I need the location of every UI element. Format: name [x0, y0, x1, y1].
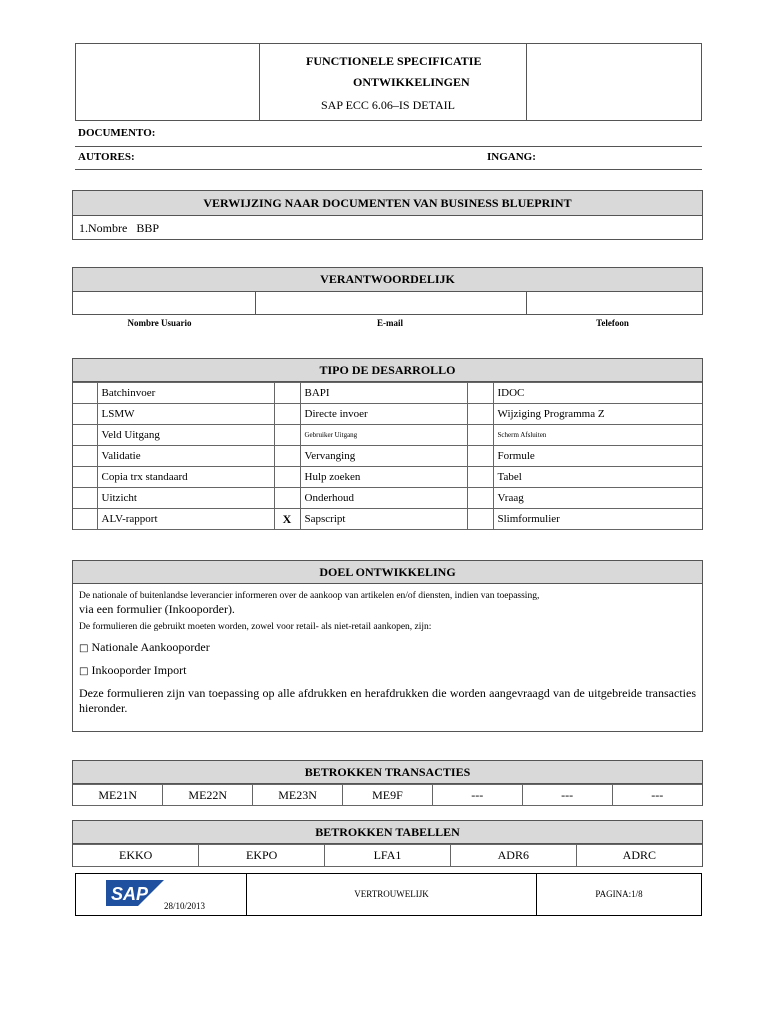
option-label: BAPI: [300, 383, 467, 404]
checkbox-cell[interactable]: [73, 383, 97, 404]
option-label: Slimformulier: [493, 509, 702, 530]
checkbox-cell[interactable]: [467, 509, 493, 530]
checkbox-cell[interactable]: [73, 404, 97, 425]
table-name: ADRC: [576, 845, 702, 867]
checkbox-cell[interactable]: [73, 467, 97, 488]
footer-confidential: VERTROUWELIJK: [354, 889, 429, 899]
checkbox-cell-checked[interactable]: X: [274, 509, 300, 530]
transaction-code: ---: [612, 785, 702, 806]
sap-logo: [106, 880, 164, 906]
col-nombre-usuario: Nombre Usuario: [127, 318, 192, 328]
checkbox-cell[interactable]: [274, 404, 300, 425]
verantwoordelijk-divider: [255, 292, 256, 314]
table-row: [73, 383, 702, 404]
option-label: ALV-rapport: [97, 509, 274, 530]
option-label: Uitzicht: [97, 488, 274, 509]
doel-paragraph-1b: via een formulier (Inkooporder).: [79, 602, 235, 616]
checkbox-cell[interactable]: [467, 488, 493, 509]
doel-paragraph-1: De nationale of buitenlandse leverancier informeren over de aankoop van artikelen en/of diensten, indien van toepassing,: [79, 591, 540, 601]
transaction-code: ME21N: [73, 785, 163, 806]
checkbox-cell[interactable]: [274, 383, 300, 404]
checkbox-cell[interactable]: [73, 488, 97, 509]
verantwoordelijk-title: VERANTWOORDELIJK: [73, 268, 702, 292]
header-title-3: SAP ECC 6.06–IS DETAIL: [321, 98, 455, 112]
option-label: Directe invoer: [300, 404, 467, 425]
table-row: [73, 425, 702, 446]
page-footer: [75, 873, 702, 916]
option-label: Hulp zoeken: [300, 467, 467, 488]
transacties-title: BETROKKEN TRANSACTIES: [73, 761, 702, 784]
checkbox-cell[interactable]: [274, 488, 300, 509]
option-label: Vraag: [493, 488, 702, 509]
header-left-cell: [76, 44, 260, 120]
header-title-1: FUNCTIONELE SPECIFICATIE: [306, 54, 482, 68]
verantwoordelijk-section: [72, 267, 703, 315]
table-name: EKPO: [199, 845, 325, 867]
bullet-text: Nationale Aankooporder: [91, 640, 210, 654]
checkbox-cell[interactable]: [73, 446, 97, 467]
transaction-code: ME9F: [343, 785, 433, 806]
table-row: [73, 488, 702, 509]
doel-section: [72, 560, 703, 732]
header-right-cell: [526, 44, 701, 120]
option-label: Sapscript: [300, 509, 467, 530]
option-label: Copia trx standaard: [97, 467, 274, 488]
doel-bullet-2: [79, 663, 696, 679]
table-name: EKKO: [73, 845, 199, 867]
checkbox-cell[interactable]: [467, 425, 493, 446]
verantwoordelijk-divider: [526, 292, 527, 314]
table-row: [73, 509, 702, 530]
option-label: Gebruiker Uitgang: [300, 425, 467, 446]
transaction-code: ---: [432, 785, 522, 806]
option-label: Batchinvoer: [97, 383, 274, 404]
table-row: [73, 845, 702, 867]
transacties-table: [73, 784, 702, 806]
autores-label: AUTORES:: [78, 151, 135, 163]
tabellen-section: [72, 820, 703, 867]
table-name: LFA1: [325, 845, 451, 867]
checkbox-icon: □: [79, 666, 89, 677]
table-row: [73, 404, 702, 425]
doel-paragraph-2: De formulieren die gebruikt moeten worden, zowel voor retail- als niet-retail aankopen, zijn:: [79, 622, 432, 632]
footer-page-number: PAGINA:1/8: [595, 889, 643, 899]
blueprint-section: [72, 190, 703, 240]
table-row: [73, 785, 702, 806]
tipo-section: [72, 358, 703, 530]
checkbox-cell[interactable]: [274, 467, 300, 488]
doel-bullet-1: [79, 640, 696, 656]
checkbox-cell[interactable]: [73, 509, 97, 530]
table-row: [73, 467, 702, 488]
transaction-code: ME23N: [253, 785, 343, 806]
doc-header: [75, 43, 702, 121]
checkbox-cell[interactable]: [467, 404, 493, 425]
transacties-section: [72, 760, 703, 806]
blueprint-title: VERWIJZING NAAR DOCUMENTEN VAN BUSINESS BLUEPRINT: [73, 191, 702, 216]
blueprint-row: 1.Nombre BBP: [79, 221, 160, 235]
tipo-table: [73, 382, 702, 530]
documento-label: DOCUMENTO:: [78, 127, 156, 139]
checkbox-cell[interactable]: [467, 467, 493, 488]
col-email: E-mail: [377, 318, 403, 328]
checkbox-cell[interactable]: [467, 383, 493, 404]
option-label: Onderhoud: [300, 488, 467, 509]
checkbox-icon: □: [79, 643, 89, 654]
tipo-title: TIPO DE DESARROLLO: [73, 359, 702, 382]
checkbox-cell[interactable]: [274, 425, 300, 446]
transaction-code: ME22N: [163, 785, 253, 806]
divider: [75, 169, 702, 170]
option-label: Tabel: [493, 467, 702, 488]
doel-paragraph-3: Deze formulieren zijn van toepassing op alle afdrukken en herafdrukken die worden aangevraagd van de uitgebreide transacties hieronder.: [79, 686, 696, 715]
option-label: LSMW: [97, 404, 274, 425]
transaction-code: ---: [522, 785, 612, 806]
option-label: IDOC: [493, 383, 702, 404]
option-label: Formule: [493, 446, 702, 467]
option-label: Vervanging: [300, 446, 467, 467]
ingang-label: INGANG:: [487, 151, 536, 163]
table-row: [73, 446, 702, 467]
bullet-text: Inkooporder Import: [91, 663, 187, 677]
checkbox-cell[interactable]: [73, 425, 97, 446]
option-label: Validatie: [97, 446, 274, 467]
option-label: Veld Uitgang: [97, 425, 274, 446]
option-label: Wijziging Programma Z: [493, 404, 702, 425]
tabellen-table: [73, 844, 702, 867]
footer-date: 28/10/2013: [164, 901, 206, 911]
col-telefoon: Telefoon: [596, 318, 629, 328]
checkbox-cell[interactable]: [467, 446, 493, 467]
tabellen-title: BETROKKEN TABELLEN: [73, 821, 702, 844]
doel-title: DOEL ONTWIKKELING: [73, 561, 702, 584]
option-label: Scherm Afsluiten: [493, 425, 702, 446]
checkbox-cell[interactable]: [274, 446, 300, 467]
header-title-2: ONTWIKKELINGEN: [353, 75, 470, 89]
sap-logo-text: SAP: [111, 884, 149, 904]
table-name: ADR6: [450, 845, 576, 867]
divider: [75, 146, 702, 147]
